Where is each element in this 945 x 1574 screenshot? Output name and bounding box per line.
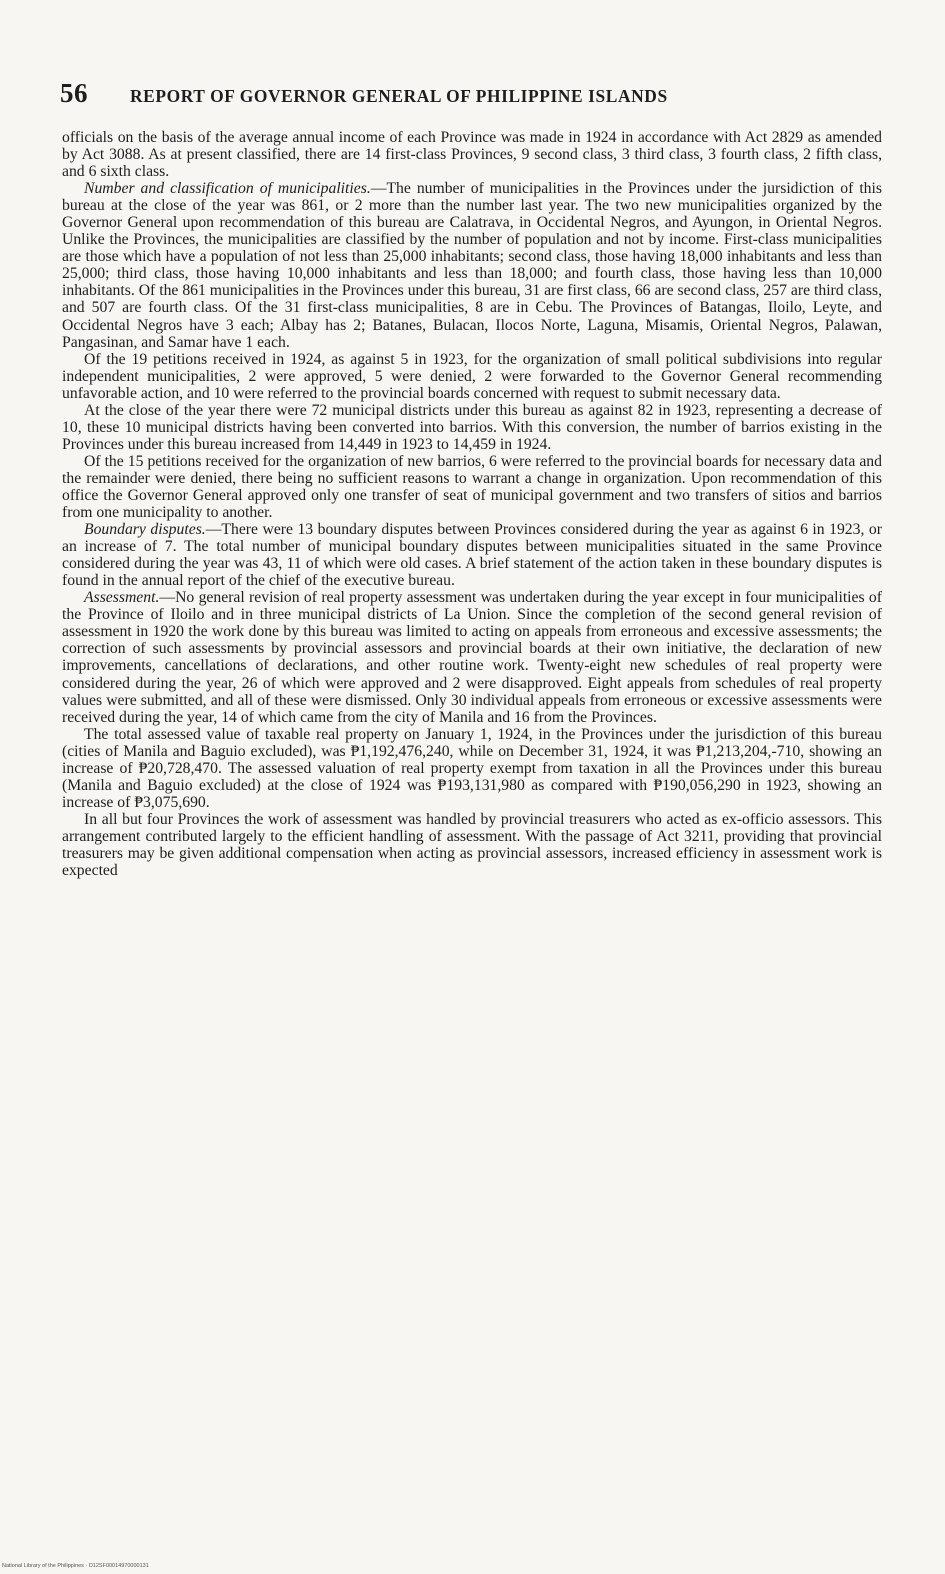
paragraph-text: —The number of municipalities in the Provinces under the jursidiction of this bureau at the close of the year was 861, or 2 more than the number last year. The two new municipalities organized by the Governor General upon recommendation of this bureau are Calatrava, in Occidental Negros, and Ayungon, in Oriental Negros. Unlike the Provinces, the municipalities are classified by the number of population and not by income. First-class municipalities are those which have a population of not less than 25,000 inhabitants; second class, those having 18,000 inhabitants and less than 25,000; third class, those having 10,000 inhabitants and less than 18,000; and fourth class, those having less than 10,000 inhabitants. Of the 861 municipalities in the Provinces under this bureau, 31 are first class, 66 are second class, 257 are third class, and 507 are fourth class. Of the 31 first-class municipalities, 8 are in Cebu. The Provinces of Batangas, Iloilo, Leyte, and Occidental Negros have 3 each; Albay has 2; Batanes, Bulacan, Ilocos Norte, Laguna, Misamis, Oriental Negros, Palawan, Pangasinan, and Samar have 1 each. <box>62 180 882 351</box>
paragraph <box>62 811 882 879</box>
section-lead: Boundary disputes. <box>84 521 206 539</box>
paragraph-text: officials on the basis of the average annual income of each Province was made in 1924 in accordance with Act 2829 as amended by Act 3088. As at present classified, there are 14 first-class Provinces, 9 second class, 3 third class, 3 fourth class, 2 fifth class, and 6 sixth class. <box>62 129 882 181</box>
paragraph <box>62 453 882 521</box>
page-header <box>60 78 886 118</box>
paragraph <box>62 521 882 589</box>
footer-credit: National Library of the Philippines · D12SF00014970000131 <box>2 1563 149 1569</box>
paragraph <box>62 180 882 350</box>
paragraph <box>62 129 882 180</box>
paragraph <box>62 589 882 725</box>
section-lead: Assessment. <box>84 589 160 607</box>
section-lead: Number and classification of municipalities. <box>84 180 371 198</box>
paragraph-text: At the close of the year there were 72 municipal districts under this bureau as against 82 in 1923, representing a decrease of 10, these 10 municipal districts having been converted into barrios. With this conversion, the number of barrios existing in the Provinces under this bureau increased from 14,449 in 1923 to 14,459 in 1924. <box>62 401 882 453</box>
paragraph <box>62 726 882 811</box>
paragraph <box>62 351 882 402</box>
body-text <box>62 129 882 879</box>
page-number: 56 <box>60 78 88 108</box>
paragraph-text: —There were 13 boundary disputes between Provinces considered during the year as against 6 in 1923, or an increase of 7. The total number of municipal boundary disputes between municipalities situated in the same Province considered during the year was 43, 11 of which were old cases. A brief statement of the action taken in these boundary disputes is found in the annual report of the chief of the executive bureau. <box>62 521 882 590</box>
paragraph <box>62 402 882 453</box>
paragraph-text: Of the 19 petitions received in 1924, as against 5 in 1923, for the organization of small political subdivisions into regular independent municipalities, 2 were approved, 5 were denied, 2 were forwarded to the Governor General recommending unfavorable action, and 10 were referred to the provincial boards concerned with request to submit necessary data. <box>62 350 882 402</box>
paragraph-text: Of the 15 petitions received for the organization of new barrios, 6 were referred to the provincial boards for necessary data and the remainder were denied, there being no sufficient reasons to warrant a change in organization. Upon recommendation of this office the Governor General approved only one transfer of seat of municipal government and two transfers of sitios and barrios from one municipality to another. <box>62 452 882 522</box>
paragraph-text: —No general revision of real property assessment was undertaken during the year except in four municipalities of the Province of Iloilo and in three municipal districts of La Union. Since the completion of the second general revision of assessment in 1920 the work done by this bureau was limited to acting on appeals from erroneous and excessive assessments; the correction of such assessments by provincial assessors and provincial boards at their own initiative, the declaration of new improvements, cancellations of declarations, and other routine work. Twenty-eight new schedules of real property were considered during the year, 26 of which were approved and 2 were disapproved. Eight appeals from schedules of real property values were submitted, and all of these were dismissed. Only 30 individual appeals from erroneous or excessive assessments were received during the year, 14 of which came from the city of Manila and 16 from the Provinces. <box>62 589 882 726</box>
paragraph-text: The total assessed value of taxable real property on January 1, 1924, in the Provinces under the jurisdiction of this bureau (cities of Manila and Baguio excluded), was ₱1,192,476,240, while on December 31, 1924, it was ₱1,213,204,-710, showing an increase of ₱20,728,470. The assessed valuation of real property exempt from taxation in all the Provinces under this bureau (Manila and Baguio excluded) at the close of 1924 was ₱193,131,980 as compared with ₱190,056,290 in 1923, showing an increase of ₱3,075,690. <box>62 725 882 811</box>
running-title: REPORT OF GOVERNOR GENERAL OF PHILIPPINE ISLANDS <box>130 86 668 106</box>
paragraph-text: In all but four Provinces the work of assessment was handled by provincial treasurers who acted as ex-officio assessors. This arrangement contributed largely to the efficient handling of assessment. With the passage of Act 3211, providing that provincial treasurers may be given additional compensation when acting as provincial assessors, increased efficiency in assessment work is expected <box>62 810 882 880</box>
